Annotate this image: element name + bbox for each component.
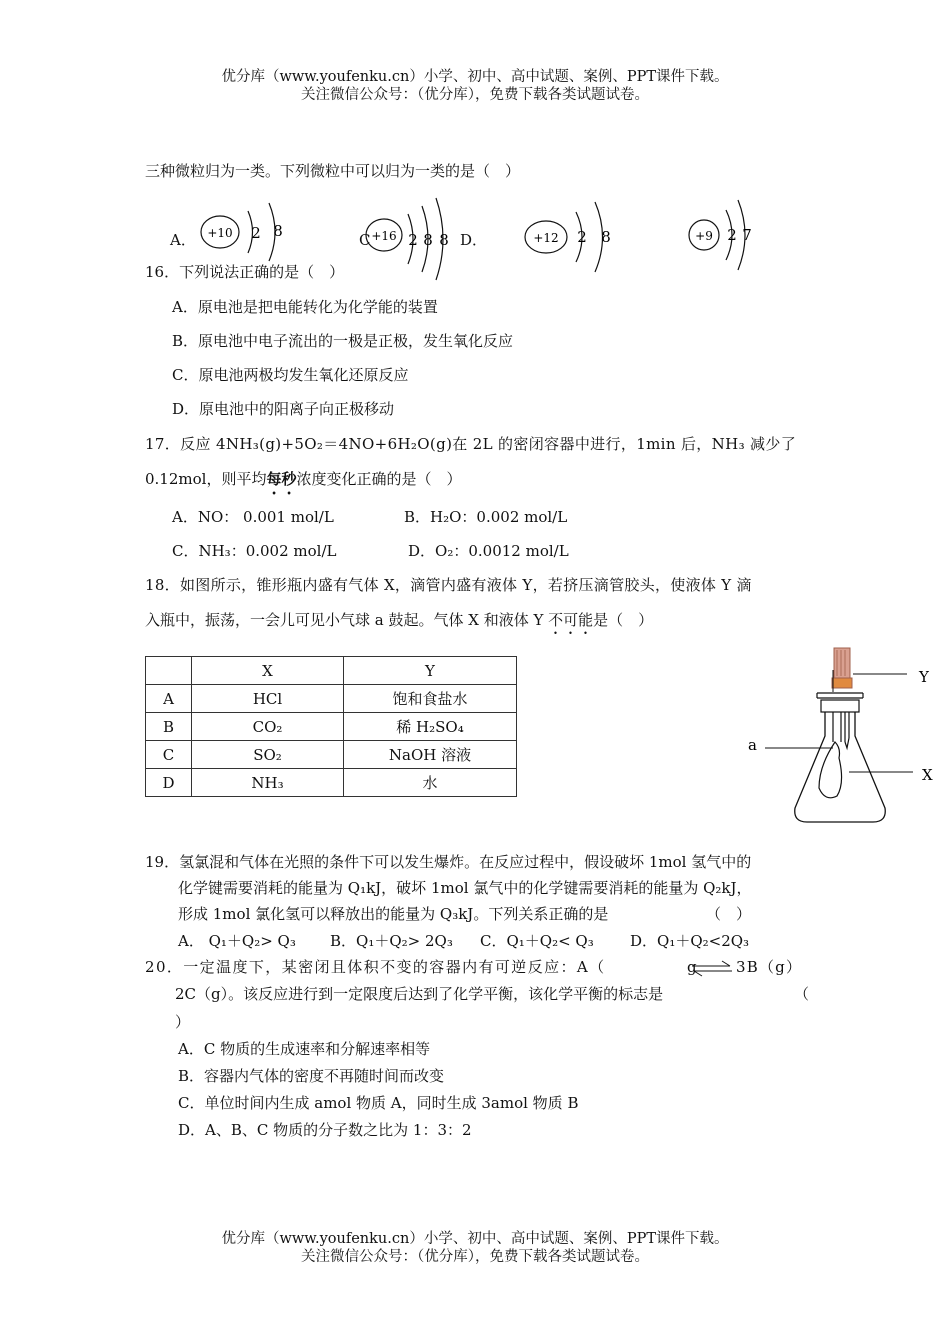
q19-answer-paren: （ ）	[706, 905, 752, 923]
table-cell: D	[146, 769, 192, 797]
q19-option-b: B．Q₁＋Q₂> 2Q₃	[330, 932, 453, 950]
nucleus-charge: +16	[371, 229, 397, 243]
q15-stem: 三种微粒归为一类。下列微粒中可以归为一类的是（ ）	[145, 162, 521, 180]
q17-emphasis: 每秒	[266, 470, 297, 488]
q17-option-b: B．H₂O：0.002 mol/L	[404, 508, 568, 526]
q20-reactant-state: g	[687, 958, 697, 976]
q15-label-d: D．	[460, 231, 488, 249]
q18-stem-text: 是（ ）	[593, 611, 654, 629]
nucleus-charge: +9	[695, 229, 713, 243]
footer-line-2: 关注微信公众号：（优分库），免费下载各类试题试卷。	[301, 1249, 649, 1265]
q20-line-1-start: 20．一定温度下，某密闭且体积不变的容器内有可逆反应：A（	[145, 958, 606, 976]
table-row	[146, 713, 517, 741]
shell-electrons: 2	[408, 231, 418, 249]
table-cell: NaOH 溶液	[344, 741, 517, 769]
q20-option-d: D．A、B、C 物质的分子数之比为 1：3：2	[178, 1121, 472, 1139]
q20-option-b: B．容器内气体的密度不再随时间而改变	[178, 1067, 445, 1085]
shell-electrons: 8	[439, 231, 449, 249]
q17-stem-line-2	[145, 469, 461, 498]
shell-electrons: 2	[577, 228, 587, 246]
label-x: X	[922, 766, 933, 784]
q16-option-a: A．原电池是把电能转化为化学能的装置	[172, 298, 438, 316]
table-header-cell	[146, 657, 192, 685]
q20-paren-open: （	[794, 985, 810, 1003]
header-line-2: 关注微信公众号：（优分库），免费下载各类试题试卷。	[301, 87, 649, 103]
table-header-cell: Y	[344, 657, 517, 685]
q18-table	[145, 656, 517, 797]
q19-option-c: C．Q₁＋Q₂< Q₃	[480, 932, 594, 950]
label-a: a	[748, 736, 757, 754]
q19-line-3: 形成 1mol 氯化氢可以释放出的能量为 Q₃kJ。下列关系正确的是	[178, 905, 609, 923]
table-cell: 饱和食盐水	[344, 685, 517, 713]
table-cell: HCl	[192, 685, 344, 713]
rubber-stopper	[821, 700, 859, 712]
q17-option-a: A．NO： 0.001 mol/L	[172, 508, 334, 526]
footer-line-1: 优分库（www.youfenku.cn）小学、初中、高中试题、案例、PPT课件下载。	[221, 1231, 729, 1247]
shell-electrons: 8	[273, 222, 283, 240]
table-cell: SO₂	[192, 741, 344, 769]
q15-label-a: A．	[170, 231, 196, 249]
atom-diagram-d	[520, 198, 620, 278]
table-cell: 稀 H₂SO₄	[344, 713, 517, 741]
reversible-arrow-icon	[690, 958, 734, 978]
atom-diagram-c	[362, 192, 462, 282]
q17-stem-text: 浓度变化正确的是（ ）	[296, 470, 462, 488]
q20-paren-close: ）	[175, 1013, 191, 1031]
atom-diagram-extra	[686, 196, 766, 276]
q18-stem-line-2	[145, 610, 653, 638]
label-y: Y	[919, 668, 929, 686]
q18-stem-text: 入瓶中，振荡，一会儿可见小气球 a 鼓起。气体 X 和液体 Y	[145, 611, 549, 629]
q17-option-c: C．NH₃：0.002 mol/L	[172, 542, 337, 560]
shell-electrons: 7	[742, 226, 752, 244]
table-cell: A	[146, 685, 192, 713]
shell-electrons: 2	[727, 226, 737, 244]
q20-option-a: A．C 物质的生成速率和分解速率相等	[178, 1040, 431, 1058]
dropper-collar	[832, 678, 852, 688]
q16-stem: 16．下列说法正确的是（ ）	[145, 263, 345, 281]
q19-line-1: 19．氢氯混和气体在光照的条件下可以发生爆炸。在反应过程中，假设破坏 1mol 氢气中的	[145, 853, 752, 871]
shell-electrons: 8	[601, 228, 611, 246]
q19-option-d: D．Q₁＋Q₂<2Q₃	[630, 932, 750, 950]
table-header-cell: X	[192, 657, 344, 685]
arrow-head	[694, 971, 702, 976]
q20-line-2: 2C（g）。该反应进行到一定限度后达到了化学平衡，该化学平衡的标志是	[175, 985, 664, 1003]
dropper-bulb	[834, 648, 850, 678]
nucleus-charge: +10	[207, 226, 233, 240]
table-row	[146, 685, 517, 713]
table-cell: CO₂	[192, 713, 344, 741]
q19-line-2: 化学键需要消耗的能量为 Q₁kJ，破坏 1mol 氯气中的化学键需要消耗的能量为 Q₂kJ，	[178, 879, 752, 897]
table-cell: C	[146, 741, 192, 769]
header-line-1: 优分库（www.youfenku.cn）小学、初中、高中试题、案例、PPT课件下载。	[221, 69, 729, 85]
shell-electrons: 2	[251, 224, 261, 242]
table-row	[146, 741, 517, 769]
q17-option-d: D．O₂：0.0012 mol/L	[408, 542, 569, 560]
q20-line-1-end: 3B（g）	[736, 958, 803, 976]
flask-diagram	[745, 648, 945, 828]
arrow-head	[722, 961, 730, 966]
table-row	[146, 769, 517, 797]
q17-stem-line-1: 17．反应 4NH₃(g)+5O₂＝4NO+6H₂O(g)在 2L 的密闭容器中进行，1min 后，NH₃ 减少了	[145, 435, 797, 453]
balloon-a	[819, 742, 842, 798]
q18-stem-line-1: 18．如图所示，锥形瓶内盛有气体 X，滴管内盛有液体 Y，若挤压滴管胶头，使液体 Y 滴	[145, 576, 752, 594]
table-cell: NH₃	[192, 769, 344, 797]
table-cell: B	[146, 713, 192, 741]
q16-option-d: D．原电池中的阳离子向正极移动	[172, 400, 395, 418]
q19-option-a: A． Q₁＋Q₂> Q₃	[178, 932, 296, 950]
q20-option-c: C．单位时间内生成 amol 物质 A，同时生成 3amol 物质 B	[178, 1094, 579, 1112]
table-cell: 水	[344, 769, 517, 797]
nucleus-charge: +12	[533, 231, 559, 245]
q16-option-b: B．原电池中电子流出的一极是正极，发生氧化反应	[172, 332, 514, 350]
q16-option-c: C．原电池两极均发生氧化还原反应	[172, 366, 409, 384]
shell-electrons: 8	[423, 231, 433, 249]
q15-label-c: C	[359, 231, 371, 249]
table-header-row	[146, 657, 517, 685]
q18-emphasis: 不可能	[548, 611, 594, 629]
q17-stem-text: 0.12mol，则平均	[145, 470, 267, 488]
